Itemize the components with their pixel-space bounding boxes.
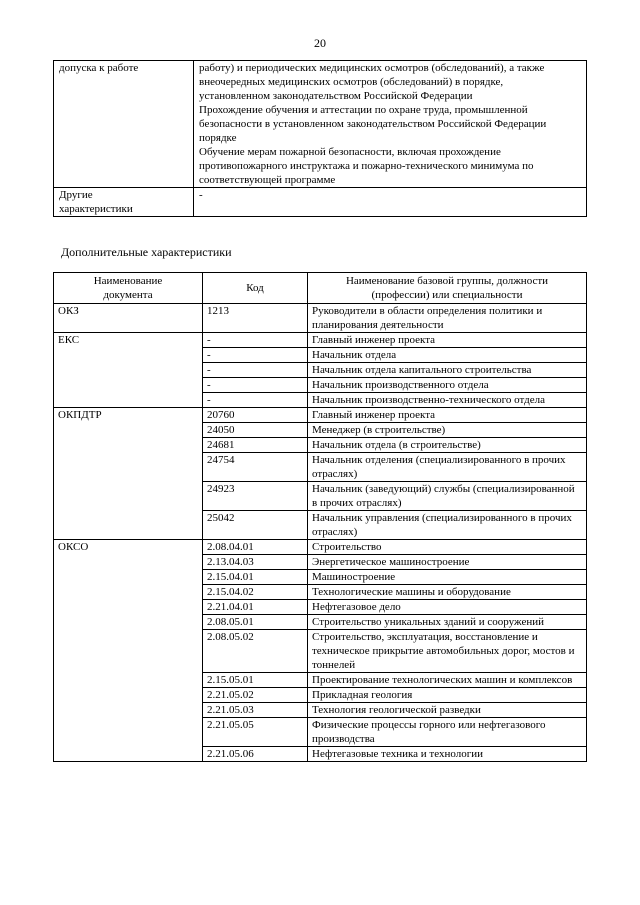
text-line: соответствующей программе [199, 174, 336, 186]
label-line: характеристики [59, 203, 133, 215]
header-line: Наименование базовой группы, должности [345, 275, 549, 287]
name-cell: Главный инженер проекта [308, 333, 587, 348]
text-line: внеочередных медицинских осмотров (обследований) в порядке, [199, 76, 504, 88]
name-cell: Нефтегазовые техника и технологии [308, 747, 587, 762]
row-label: допуска к работе [54, 61, 194, 188]
header-code: Код [203, 273, 308, 304]
code-cell: 2.15.05.01 [203, 673, 308, 688]
name-cell: Строительство уникальных зданий и сооружений [308, 615, 587, 630]
document-cell: ЕКС [54, 333, 203, 408]
name-cell: Начальник отдела (в строительстве) [308, 438, 587, 453]
code-cell: - [203, 393, 308, 408]
document-cell: ОКПДТР [54, 408, 203, 540]
name-cell: Начальник (заведующий) службы (специализированной в прочих отраслях) [308, 482, 587, 511]
page-number: 20 [314, 36, 326, 50]
text-line: противопожарного инструктажа и пожарно-технического минимума по [199, 160, 534, 172]
code-cell: 2.21.04.01 [203, 600, 308, 615]
table-row [54, 540, 587, 555]
text-line: работу) и периодических медицинских осмотров (обследований), а также [199, 62, 545, 74]
name-cell: Начальник управления (специализированного в прочих отраслях) [308, 511, 587, 540]
section-title: Дополнительные характеристики [61, 245, 232, 259]
name-cell: Машиностроение [308, 570, 587, 585]
code-cell: 24754 [203, 453, 308, 482]
name-cell: Начальник производственно-технического отдела [308, 393, 587, 408]
name-cell: Руководители в области определения политики и планирования деятельности [308, 304, 587, 333]
table-row [54, 61, 587, 188]
code-cell: 2.08.05.01 [203, 615, 308, 630]
code-cell: 2.21.05.06 [203, 747, 308, 762]
name-cell: Менеджер (в строительстве) [308, 423, 587, 438]
code-cell: 2.15.04.01 [203, 570, 308, 585]
text-line: установленном законодательством Российской Федерации [199, 90, 473, 102]
name-cell: Начальник отдела [308, 348, 587, 363]
code-cell: 2.21.05.02 [203, 688, 308, 703]
table-row [54, 304, 587, 333]
requirements-table [53, 60, 587, 217]
label-line: Другие [59, 189, 93, 201]
name-cell: Прикладная геология [308, 688, 587, 703]
code-cell: 2.15.04.02 [203, 585, 308, 600]
header-line: (профессии) или специальности [371, 289, 523, 301]
row-label [54, 188, 194, 217]
header-line: Наименование [93, 275, 163, 287]
text-line: Прохождение обучения и аттестации по охране труда, промышленной [199, 104, 528, 116]
document-cell: ОКСО [54, 540, 203, 762]
text-line: безопасности в установленном законодательством Российской Федерации [199, 118, 547, 130]
row-value: - [194, 188, 587, 217]
code-cell: - [203, 348, 308, 363]
header-line: документа [103, 289, 153, 301]
code-cell: - [203, 363, 308, 378]
name-cell: Главный инженер проекта [308, 408, 587, 423]
name-cell: Строительство, эксплуатация, восстановление и техническое прикрытие автомобильных дорог, мостов и тоннелей [308, 630, 587, 673]
document-cell: ОКЗ [54, 304, 203, 333]
code-cell: 2.21.05.03 [203, 703, 308, 718]
table-row [54, 408, 587, 423]
name-cell: Физические процессы горного или нефтегазового производства [308, 718, 587, 747]
code-cell: - [203, 378, 308, 393]
code-cell: 25042 [203, 511, 308, 540]
code-cell: 24923 [203, 482, 308, 511]
name-cell: Проектирование технологических машин и комплексов [308, 673, 587, 688]
header-document [54, 273, 203, 304]
code-cell: 2.13.04.03 [203, 555, 308, 570]
code-cell: 24050 [203, 423, 308, 438]
row-value [194, 61, 587, 188]
name-cell: Начальник отдела капитального строительства [308, 363, 587, 378]
table-row [54, 188, 587, 217]
name-cell: Строительство [308, 540, 587, 555]
code-cell: 1213 [203, 304, 308, 333]
table-row [54, 333, 587, 348]
code-cell: 2.08.05.02 [203, 630, 308, 673]
code-cell: 20760 [203, 408, 308, 423]
text-line: Обучение мерам пожарной безопасности, включая прохождение [199, 146, 501, 158]
code-cell: 2.08.04.01 [203, 540, 308, 555]
name-cell: Технологические машины и оборудование [308, 585, 587, 600]
table-body [54, 304, 587, 762]
code-cell: - [203, 333, 308, 348]
code-cell: 24681 [203, 438, 308, 453]
name-cell: Начальник производственного отдела [308, 378, 587, 393]
name-cell: Нефтегазовое дело [308, 600, 587, 615]
header-name [308, 273, 587, 304]
name-cell: Начальник отделения (специализированного в прочих отраслях) [308, 453, 587, 482]
additional-characteristics-table [53, 272, 587, 762]
text-line: порядке [199, 132, 237, 144]
table-header-row [54, 273, 587, 304]
name-cell: Энергетическое машиностроение [308, 555, 587, 570]
name-cell: Технология геологической разведки [308, 703, 587, 718]
code-cell: 2.21.05.05 [203, 718, 308, 747]
